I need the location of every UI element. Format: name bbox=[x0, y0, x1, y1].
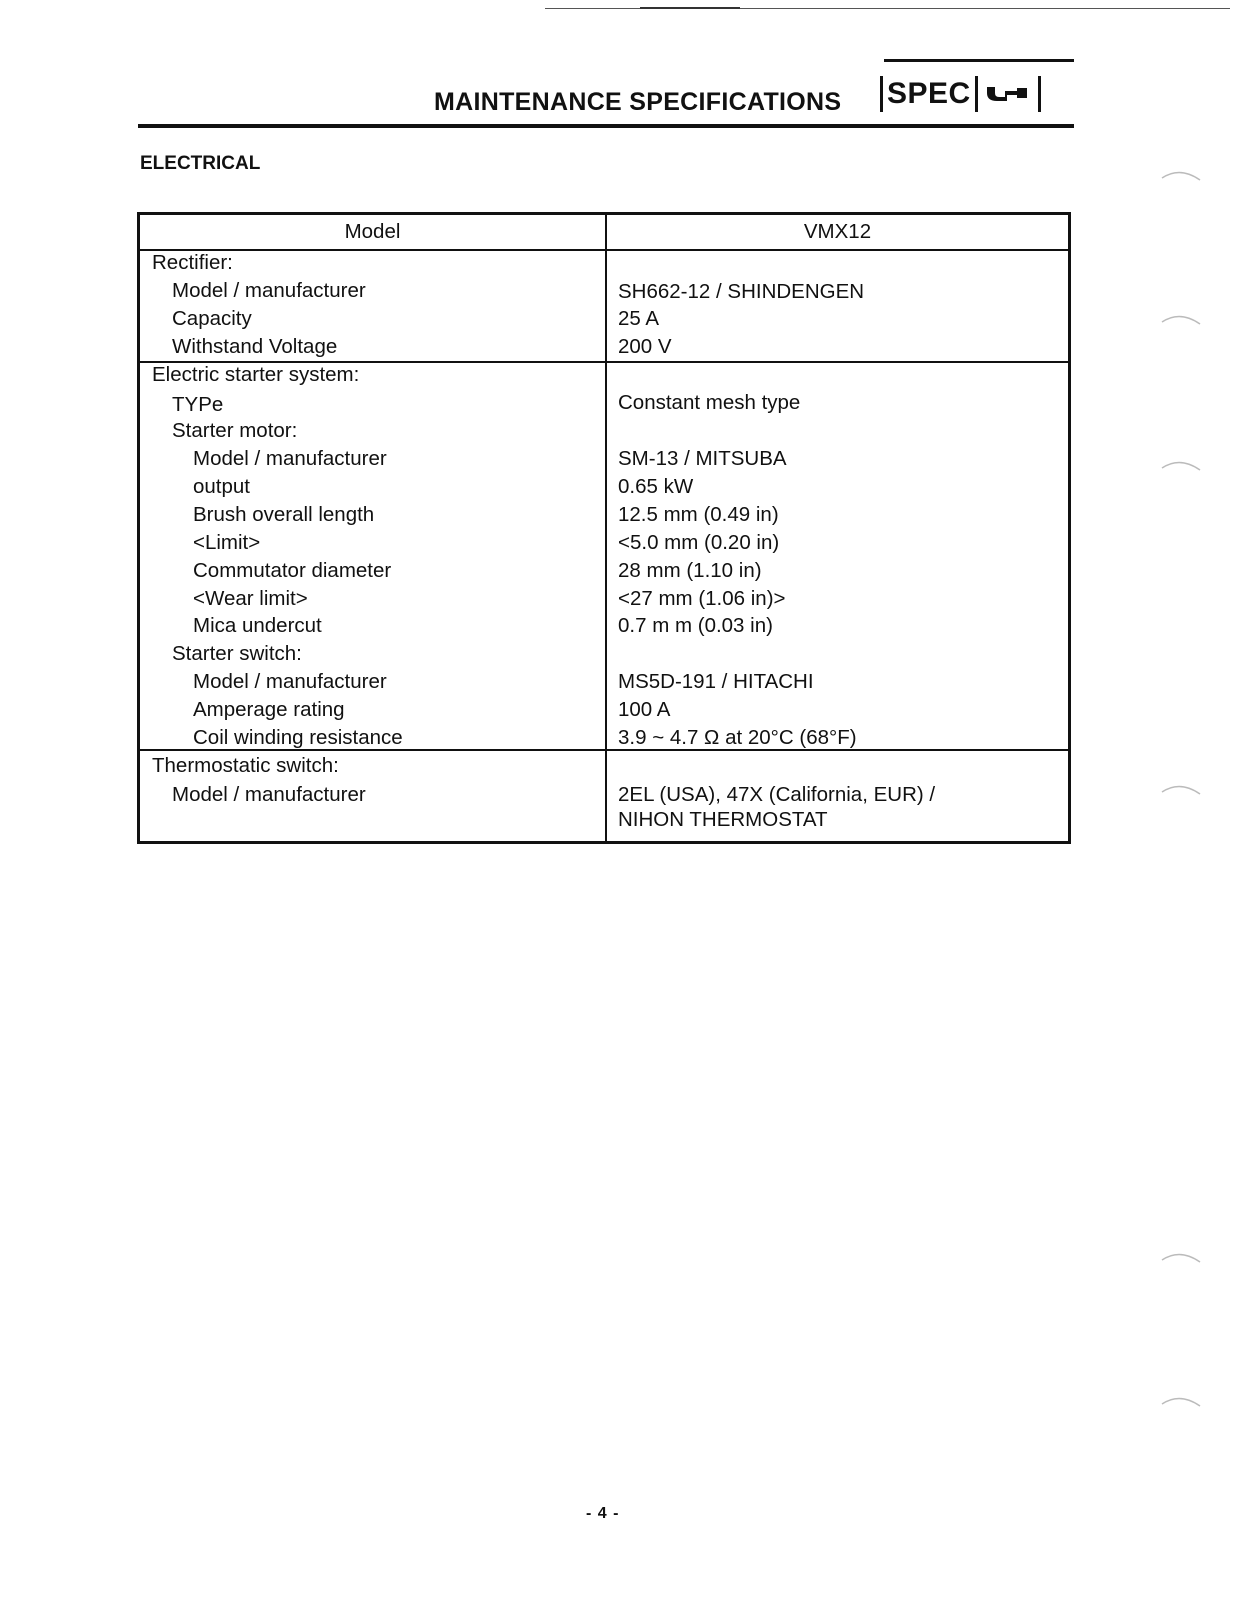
row-label: Mica undercut bbox=[193, 614, 322, 637]
row-value: <27 mm (1.06 in)> bbox=[618, 587, 786, 610]
header-rule bbox=[138, 124, 1074, 128]
binder-hole-mark bbox=[1160, 1248, 1204, 1264]
row-label: Model / manufacturer bbox=[193, 447, 387, 470]
badge-label: SPEC bbox=[887, 77, 971, 110]
row-value: 0.65 kW bbox=[618, 475, 694, 498]
row-label: Thermostatic switch: bbox=[152, 754, 339, 777]
row-label: Coil winding resistance bbox=[193, 726, 403, 749]
row-value: 100 A bbox=[618, 698, 671, 721]
binder-hole-mark bbox=[1160, 456, 1204, 472]
section-title: ELECTRICAL bbox=[140, 153, 261, 174]
row-value: SM-13 / MITSUBA bbox=[618, 447, 787, 470]
header-row-rule bbox=[140, 249, 1068, 251]
page-number: - 4 - bbox=[586, 1505, 620, 1522]
spec-badge bbox=[880, 76, 1041, 112]
row-value: <5.0 mm (0.20 in) bbox=[618, 531, 780, 554]
column-head-model: Model bbox=[344, 220, 401, 243]
row-label: TYPe bbox=[172, 393, 224, 416]
row-value: 12.5 mm (0.49 in) bbox=[618, 503, 779, 526]
column-divider bbox=[605, 215, 607, 841]
binder-hole-mark bbox=[1160, 780, 1204, 796]
row-value: 2EL (USA), 47X (California, EUR) / bbox=[618, 783, 936, 806]
row-value: 3.9 ~ 4.7 Ω at 20°C (68°F) bbox=[618, 726, 857, 749]
row-label: Model / manufacturer bbox=[172, 783, 366, 806]
row-label: Starter switch: bbox=[172, 642, 302, 665]
page-title: MAINTENANCE SPECIFICATIONS bbox=[434, 88, 842, 116]
row-label: output bbox=[193, 475, 250, 498]
row-value: SH662-12 / SHINDENGEN bbox=[618, 280, 865, 303]
row-label: Commutator diameter bbox=[193, 559, 392, 582]
scan-top-rule-accent bbox=[640, 7, 740, 9]
binder-hole-mark bbox=[1160, 310, 1204, 326]
row-label: Rectifier: bbox=[152, 251, 233, 274]
row-value: Constant mesh type bbox=[618, 391, 801, 414]
row-label: <Limit> bbox=[193, 531, 261, 554]
binder-hole-mark bbox=[1160, 166, 1204, 182]
row-value: MS5D-191 / HITACHI bbox=[618, 670, 814, 693]
row-label: Capacity bbox=[172, 307, 252, 330]
header-overline bbox=[884, 59, 1074, 62]
row-value: NIHON THERMOSTAT bbox=[618, 808, 828, 831]
row-label: Amperage rating bbox=[193, 698, 345, 721]
binder-hole-mark bbox=[1160, 1392, 1204, 1408]
row-value: 28 mm (1.10 in) bbox=[618, 559, 762, 582]
spec-table bbox=[137, 212, 1071, 844]
row-label: Model / manufacturer bbox=[172, 279, 366, 302]
row-label: Model / manufacturer bbox=[193, 670, 387, 693]
row-value: 0.7 m m (0.03 in) bbox=[618, 614, 773, 637]
row-label: Brush overall length bbox=[193, 503, 375, 526]
row-value: 200 V bbox=[618, 335, 672, 358]
column-head-vmx12: VMX12 bbox=[803, 220, 872, 243]
row-value: 25 A bbox=[618, 307, 660, 330]
caliper-icon bbox=[978, 76, 1038, 112]
row-label: Withstand Voltage bbox=[172, 335, 338, 358]
row-label: Electric starter system: bbox=[152, 363, 360, 386]
row-label: <Wear limit> bbox=[193, 587, 308, 610]
row-label: Starter motor: bbox=[172, 419, 298, 442]
badge-bar-right bbox=[1038, 76, 1041, 112]
